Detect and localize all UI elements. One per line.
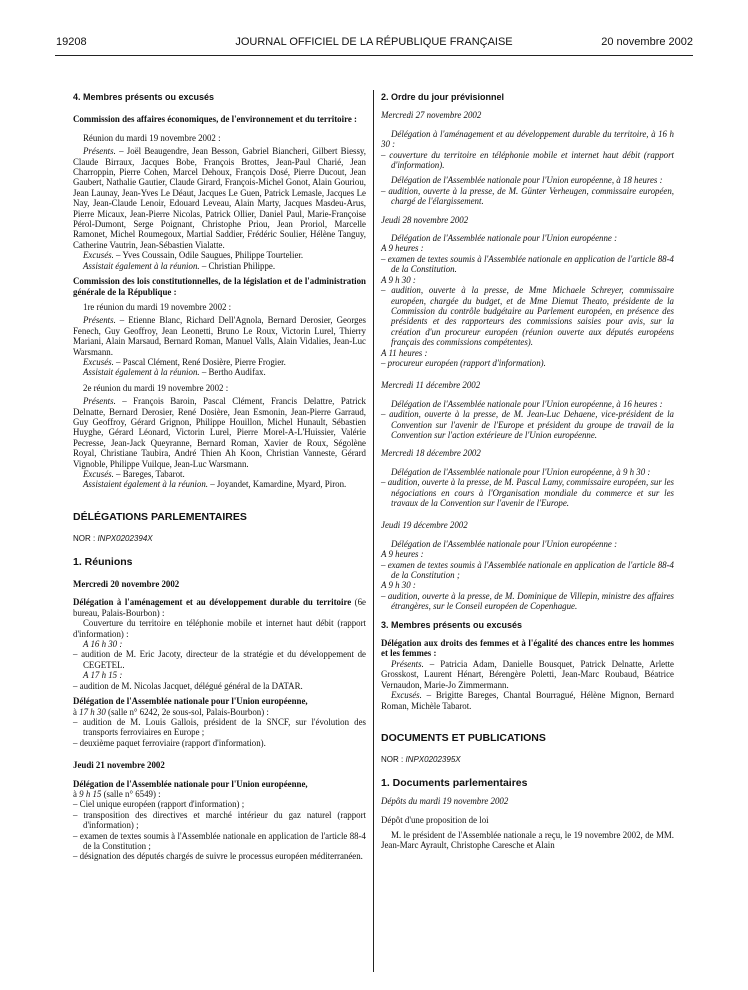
delegation-entry: Délégation de l'Assemblée nationale pour l'Union européenne, à 18 heures : [391,175,663,186]
attendance-excused [381,690,674,711]
agenda-item: – audition de M. Eric Jacoty, directeur de la stratégie et du développement de CEGETEL. [73,649,366,670]
agenda-item: – audition, ouverte à la presse, de M. Günter Verheugen, commissaire européen, chargé de l'élargissement. [381,185,674,207]
day-heading: Jeudi 19 décembre 2002 [381,520,468,531]
excused-label: Excusés. [83,250,114,261]
delegation-entry: Délégation de l'Assemblée nationale pour l'Union européenne, à 9 h 30 : [391,466,651,477]
delegation-entry: Délégation de l'Assemblée nationale pour l'Union européenne : [391,233,618,244]
attendance-excused [73,250,366,260]
agenda-time: A 17 h 15 : [83,670,123,681]
commission-title: Commission des lois constitutionnelles, de la législation et de l'administration générale de la République : [73,276,366,297]
present-label: Présents. [391,658,424,669]
assist-label: Assistaient également à la réunion. [83,479,208,490]
present-names: – Joël Beaugendre, Jean Besson, Gabriel Biancheri, Gilbert Biessy, Claude Birraux, Jacques Bobe, François Brottes, Jean-Paul Charié, Jean Charroppin, Pierre Cohen, Marcel Dehoux, François Dosé, Pierre Ducout, Jean Gaubert, Nathalie Gautier, Claude Girard, François-Michel Gonot, Alain Gouriou, Jean Launay, Jean-Yves Le Déaut, Jacques Le Guen, Patrick Lemasle, Jacques Le Nay, Jean-Claude Lenoir, Edouard Leveau, Alain Marty, Jacques Masdeu-Arus, Pierre Micaux, Jean-Pierre Nicolas, Patrick Ollier, Daniel Paul, Marie-Françoise Pérol-Dumont, Serge Poignant, Christophe Priou, Jean Proriol, Marcelle Ramonet, Michel Roumegoux, Martial Saddier, Frédéric Soulier, Hélène Tanguy, Catherine Vautrin, Jean-Sébastien Vialatte. [73,146,366,250]
attendance-excused [73,469,366,479]
day-heading: Mercredi 18 décembre 2002 [381,448,481,459]
delegation-entry [73,696,366,717]
day-heading: Mercredi 27 novembre 2002 [381,110,482,121]
agenda-item: – audition de M. Nicolas Jacquet, délégué général de la DATAR. [73,680,303,691]
excused-names: – Bareges, Tabarot. [113,469,185,479]
commission-title: Commission des affaires économiques, de l'environnement et du territoire : [73,114,357,125]
delegation-name: Délégation de l'Assemblée nationale pour l'Union européenne, [73,778,308,789]
attendance-present [73,146,366,250]
agenda-time: A 16 h 30 : [83,639,123,650]
meeting-date: Réunion du mardi 19 novembre 2002 : [83,132,221,143]
excused-names: – Pascal Clément, René Dosière, Pierre Frogier. [113,356,286,367]
time-prefix: à [73,788,80,799]
nor-code: INPX0202395X [405,755,461,765]
attendance-assist [73,367,366,377]
page-header [0,36,748,54]
meeting-time: 17 h 30 [79,706,106,717]
delegation-entry [73,779,366,800]
agenda-time: A 9 heures : [381,549,424,560]
page-number: 19208 [56,36,87,48]
agenda-item: – couverture du territoire en téléphonie mobile et internet haut débit (rapport d'information). [381,149,674,171]
section-title: 4. Membres présents ou excusés [73,92,215,102]
agenda-time: A 11 heures : [381,347,428,358]
left-column [73,92,366,862]
present-label: Présents. [83,396,116,407]
deposit-date: Dépôts du mardi 19 novembre 2002 [381,796,509,807]
header-rule [55,55,693,56]
present-label: Présents. [83,146,116,157]
attendance-present [73,315,366,357]
attendance-present [73,396,366,469]
agenda-item: – deuxième paquet ferroviaire (rapport d'information). [73,737,266,748]
assist-label: Assistait également à la réunion. [83,260,200,271]
issue-date: 20 novembre 2002 [601,36,693,48]
agenda-time: A 9 h 30 : [381,274,416,285]
section-title: 1. Réunions [73,555,133,568]
present-names: – Patricia Adam, Danielle Bousquet, Patrick Delnatte, Arlette Grosskost, Laurent Hénart, Bérengère Poletti, Jean-Marc Roubaud, Béatrice Vernaudon, Marie-Jo Zimmermann. [381,658,674,690]
attendance-assist [73,261,366,271]
delegation-location: (salle n° 6242, 2e sous-sol, Palais-Bourbon) : [105,706,269,717]
day-heading: Jeudi 28 novembre 2002 [381,214,469,225]
part-title: DÉLÉGATIONS PARLEMENTAIRES [73,510,247,523]
day-heading: Mercredi 11 décembre 2002 [381,380,481,391]
attendance-excused [73,357,366,367]
delegation-entry: Délégation de l'Assemblée nationale pour l'Union européenne : [391,538,618,549]
deposit-kind: Dépôt d'une proposition de loi [381,814,489,825]
agenda-time: A 9 h 30 : [381,580,416,591]
present-names: – François Baroin, Pascal Clément, Francis Delattre, Patrick Delnatte, Bernard Derosier, René Dosière, Jean Esmonin, Jean-Pierre Garraud, Guy Geoffroy, Gérard Grignon, Philippe Houillon, Michel Hunault, Sébastien Huyghe, Gérard Léonard, Victorin Lurel, Pierre Morel-A-L'Huissier, Valérie Pecresse, Jean-Jack Queyranne, Bernard Roman, Xavier de Roux, Ségolène Royal, Christiane Taubira, André Thien Ah Koon, Christian Vanneste, Gérard Vignoble, Philippe Vuilque, Jean-Luc Warsmann. [73,396,366,469]
agenda-item: – audition de M. Louis Gallois, président de la SNCF, sur l'évolution des transports ferroviaires en Europe ; [73,716,366,738]
delegation-entry: Délégation à l'aménagement et au développement durable du territoire, à 16 h 30 : [381,128,674,150]
agenda-item: – audition, ouverte à la presse, de M. Jean-Luc Dehaene, vice-président de la Convention sur l'avenir de l'Europe et président du groupe de travail de la Convention sur l'action extérieure de l'Union européenne. [381,409,674,440]
agenda-subject: Couverture du territoire en téléphonie mobile et internet haut débit (rapport d'information) : [73,618,366,639]
assist-names: – Bertho Audifax. [199,367,266,378]
agenda-item: – audition, ouverte à la presse, de Mme Michaele Schreyer, commissaire européen, chargée du budget, et de Mme Diemut Theato, présidente de la Commission du contrôle budgétaire au Parlement européen, en présence des présidents et des rapporteurs des commissions saisies pour avis, sur la création d'un procureur européen (réunion ouverte aux députés européens français des commissions compétentes). [381,285,674,348]
agenda-item: – désignation des députés chargés de suivre le processus européen méditerranéen. [73,851,363,862]
assist-names: – Joyandet, Kamardine, Myard, Piron. [207,479,347,490]
agenda-item: – transposition des directives et marché intérieur du gaz naturel (rapport d'information) ; [73,809,366,831]
agenda-item: – examen de textes soumis à l'Assemblée nationale en application de l'article 88-4 de la Constitution ; [73,830,366,851]
day-heading: Jeudi 21 novembre 2002 [73,760,165,771]
right-column [381,92,674,851]
nor-code: INPX0202394X [97,534,153,544]
section-title: 2. Ordre du jour prévisionnel [381,92,505,102]
delegation-entry [73,597,366,618]
time-prefix: à [73,706,80,717]
assist-names: – Christian Philippe. [199,260,276,271]
column-divider [373,90,374,972]
assist-label: Assistait également à la réunion. [83,367,200,378]
excused-label: Excusés. [391,690,422,701]
agenda-item: – Ciel unique européen (rapport d'information) ; [73,799,245,810]
attendance-present [381,659,674,690]
part-title: DOCUMENTS ET PUBLICATIONS [381,731,546,744]
agenda-item: – examen de textes soumis à l'Assemblée nationale en application de l'article 88-4 de la Constitution ; [381,559,674,581]
delegation-name: Délégation de l'Assemblée nationale pour l'Union européenne, [73,696,308,707]
agenda-item: – procureur européen (rapport d'information). [381,357,546,368]
section-title: 3. Membres présents ou excusés [381,619,523,630]
agenda-item: – audition, ouverte à la presse, de M. Pascal Lamy, commissaire européen, sur les négociations en cours à l'Organisation mondiale du commerce et sur les travaux de la Convention sur l'avenir de l'Europe. [381,477,674,508]
deposit-text: M. le président de l'Assemblée nationale a reçu, le 19 novembre 2002, de MM. Jean-Marc Ayrault, Christophe Caresche et Alain [381,829,674,851]
meeting-date: 2e réunion du mardi 19 novembre 2002 : [83,382,229,393]
nor-label: NOR : [381,755,406,765]
nor-reference [381,755,674,765]
agenda-item: – examen de textes soumis à l'Assemblée nationale en application de l'article 88-4 de la Constitution. [381,253,674,275]
journal-title: JOURNAL OFFICIEL DE LA RÉPUBLIQUE FRANÇAISE [235,36,513,48]
excused-names: – Yves Coussain, Odile Saugues, Philippe Tourtelier. [113,250,304,261]
present-names: – Etienne Blanc, Richard Dell'Agnola, Bernard Derosier, Georges Fenech, Guy Geoffroy, Jean Leonetti, Bruno Le Roux, Victorin Lurel, Thierry Mariani, Alain Marsaud, Bernard Roman, Manuel Valls, Alain Vidalies, Jean-Luc Warsmann. [73,315,366,357]
excused-label: Excusés. [83,356,114,367]
nor-reference [73,534,366,544]
section-title: 1. Documents parlementaires [381,776,528,789]
delegation-location: (salle n° 6549) : [101,788,161,799]
meeting-time: 9 h 15 [79,788,102,799]
delegation-name: Délégation aux droits des femmes et à l'égalité des chances entre les hommes et les femmes : [381,638,674,659]
delegation-entry: Délégation de l'Assemblée nationale pour l'Union européenne, à 16 heures : [391,398,663,409]
agenda-time: A 9 heures : [381,243,424,254]
delegation-location: (6e bureau, Palais-Bourbon) : [73,597,366,618]
meeting-date: 1re réunion du mardi 19 novembre 2002 : [83,301,232,312]
excused-names: – Brigitte Bareges, Chantal Bourragué, Hélène Mignon, Bernard Roman, Michèle Tabarot. [381,690,674,711]
present-label: Présents. [83,315,116,326]
excused-label: Excusés. [83,469,114,479]
nor-label: NOR : [73,534,98,544]
delegation-name: Délégation à l'aménagement et au développement durable du territoire [73,597,352,608]
day-heading: Mercredi 20 novembre 2002 [73,579,180,590]
agenda-item: – audition, ouverte à la presse, de M. Dominique de Villepin, ministre des affaires étrangères, sur le Conseil européen de Copenhague. [381,590,674,612]
attendance-assist [73,479,366,489]
